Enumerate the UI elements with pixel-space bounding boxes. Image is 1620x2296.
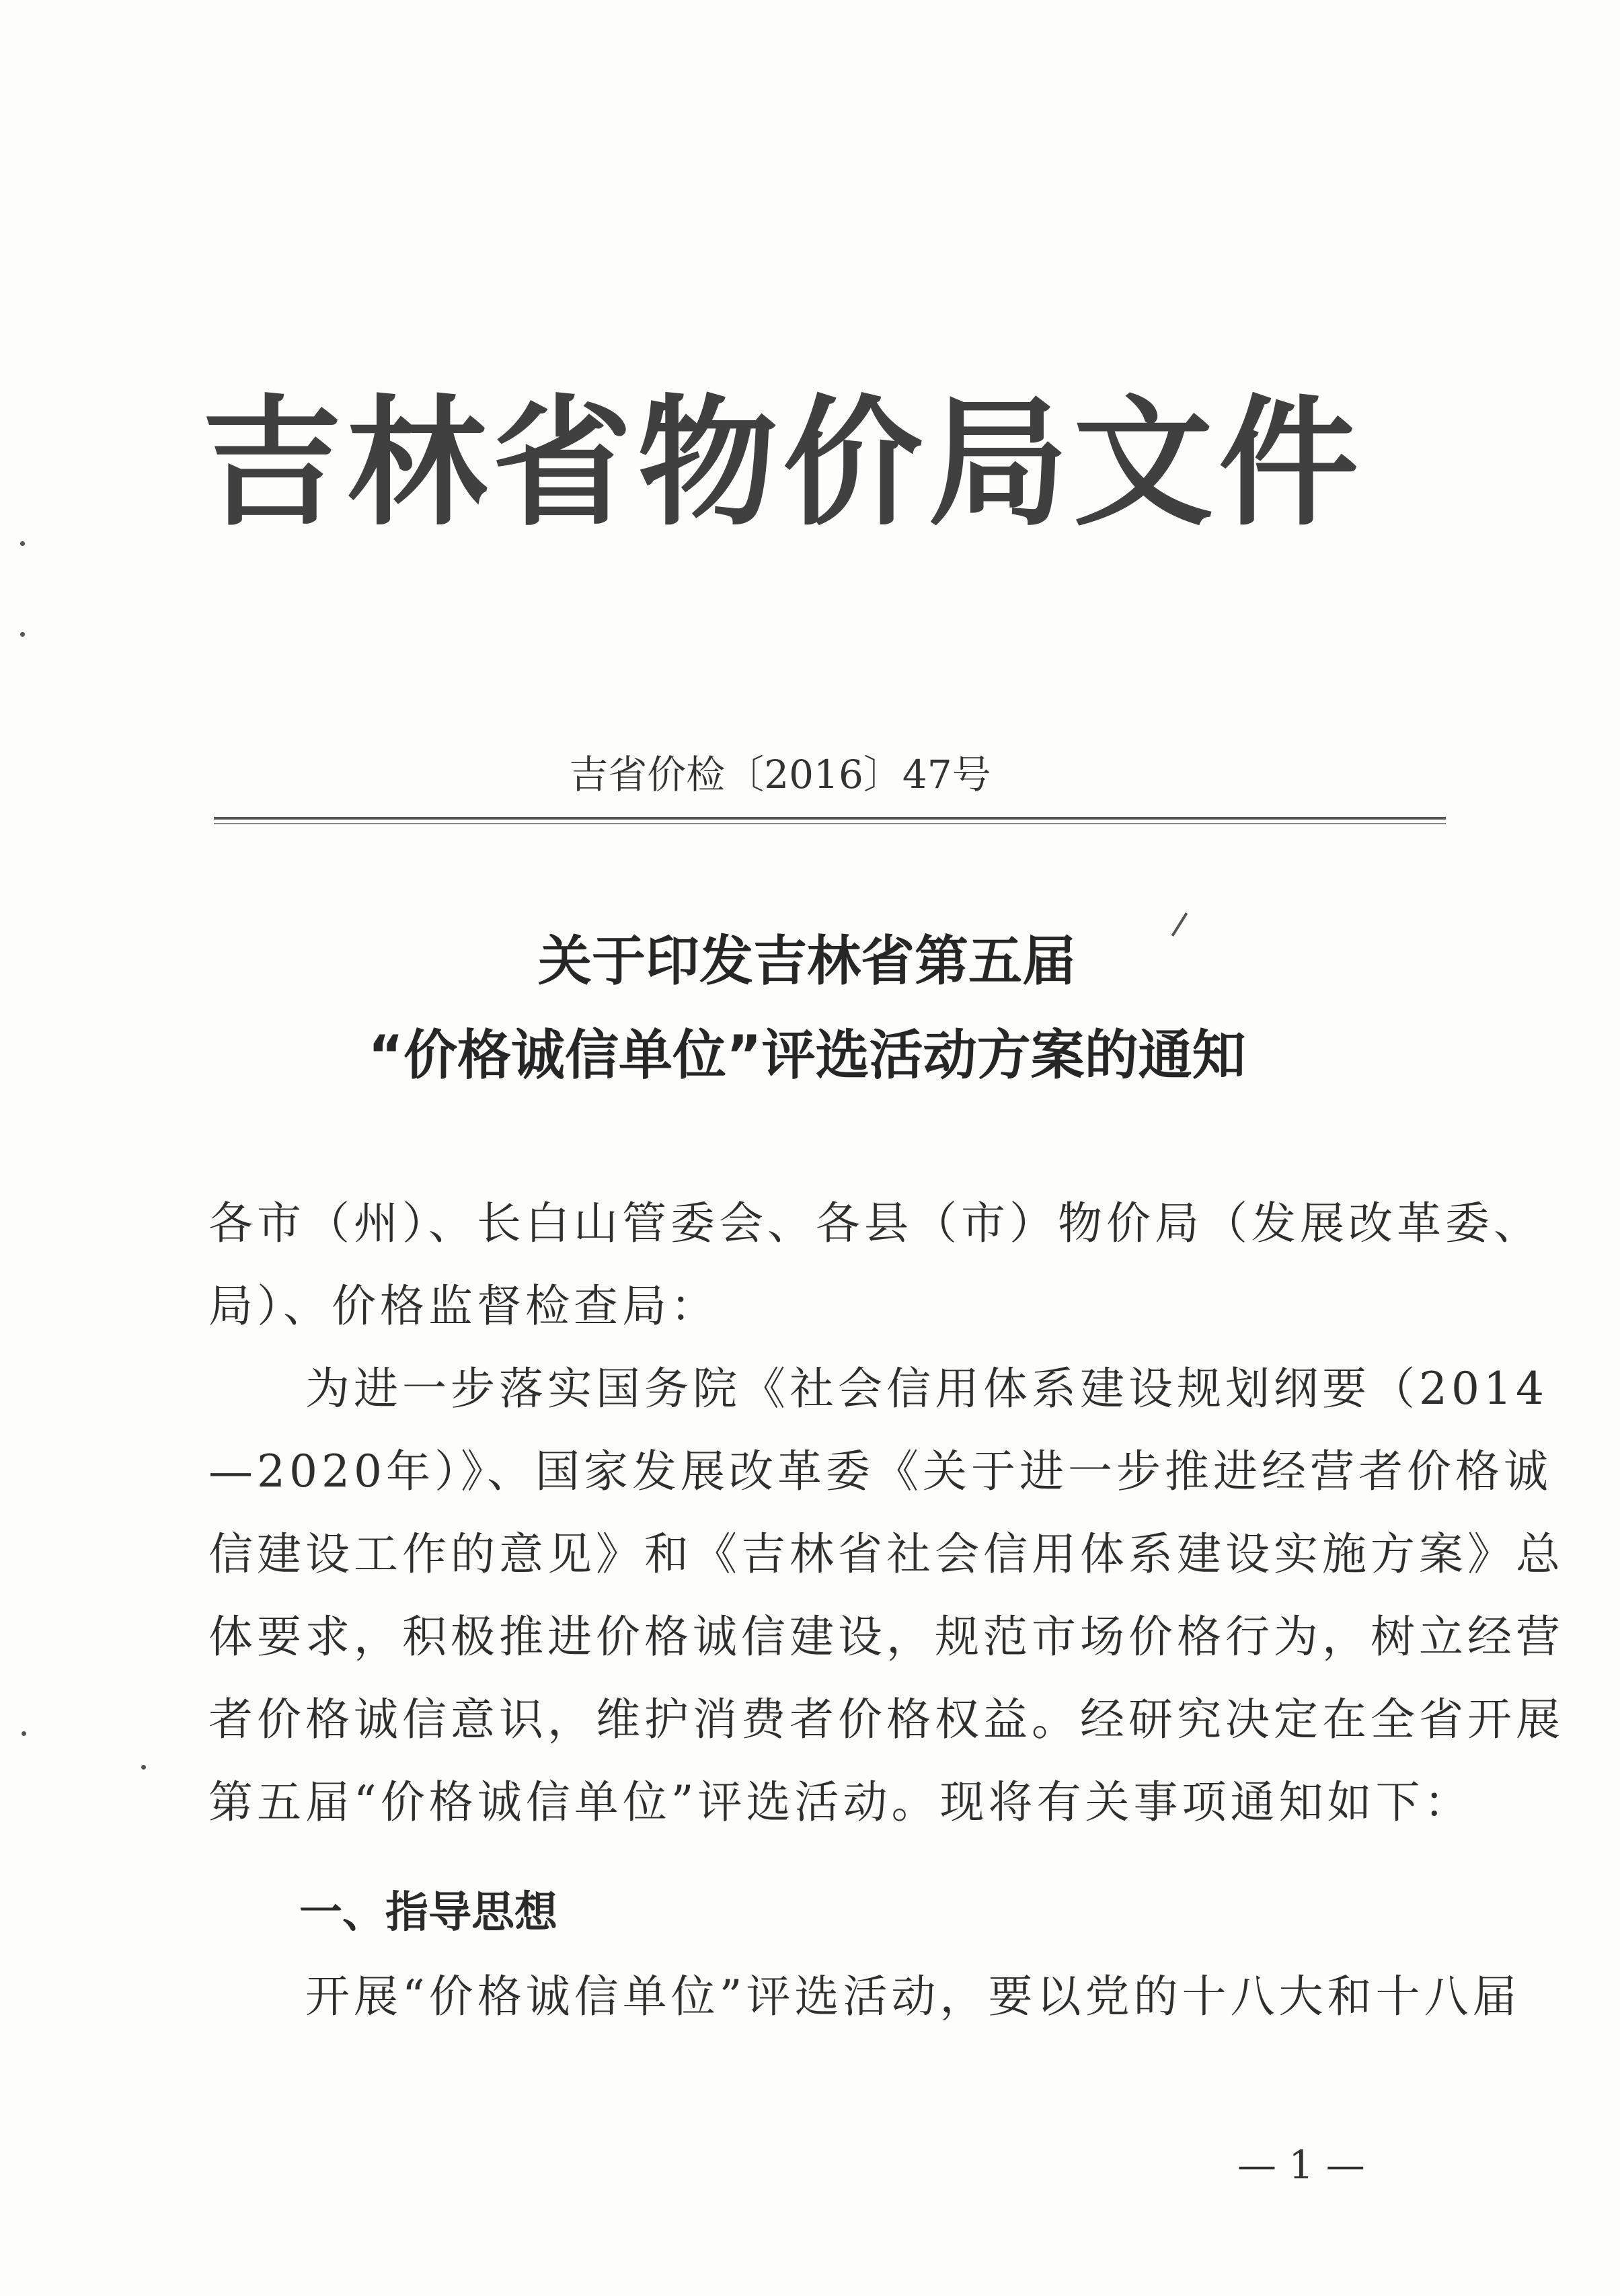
scan-speck [22, 1731, 26, 1736]
page-number: — 1 — [1237, 2142, 1365, 2188]
document-number: 吉省价检〔2016〕47号 [569, 752, 991, 797]
addressee-line-1: 各市（州）、长白山管委会、各县（市）物价局（发展改革委、 [208, 1197, 1542, 1249]
body-line: 开展“价格诚信单位”评选活动，要以党的十八大和十八届 [208, 1971, 1521, 2022]
header-divider [214, 817, 1446, 820]
section-heading-guiding-principle: 一、指导思想 [299, 1888, 557, 1938]
addressee-line-2: 局）、价格监督检查局： [208, 1280, 719, 1332]
issuing-authority-header: 吉林省物价局文件 [202, 383, 1364, 545]
body-line: 信建设工作的意见》和《吉林省社会信用体系建设实施方案》总 [208, 1528, 1564, 1580]
body-line: 为进一步落实国务院《社会信用体系建设规划纲要（2014 [208, 1363, 1548, 1415]
scan-speck [20, 541, 25, 546]
body-line: 第五届“价格诚信单位”评选活动。现将有关事项通知如下： [208, 1776, 1473, 1828]
body-line: 体要求，积极推进价格诚信建设，规范市场价格行为，树立经营 [208, 1611, 1564, 1663]
header-divider-secondary [214, 823, 1446, 824]
body-line: 者价格诚信意识，维护消费者价格权益。经研究决定在全省开展 [208, 1694, 1564, 1745]
scan-speck [20, 632, 25, 637]
notice-title-line-2: “价格诚信单位”评选活动方案的通知 [368, 1024, 1246, 1086]
scan-speck [141, 1765, 146, 1770]
notice-title-line-1: 关于印发吉林省第五届 [538, 930, 1076, 992]
body-line: —2020年）》、国家发展改革委《关于进一步推进经营者价格诚 [208, 1446, 1552, 1497]
